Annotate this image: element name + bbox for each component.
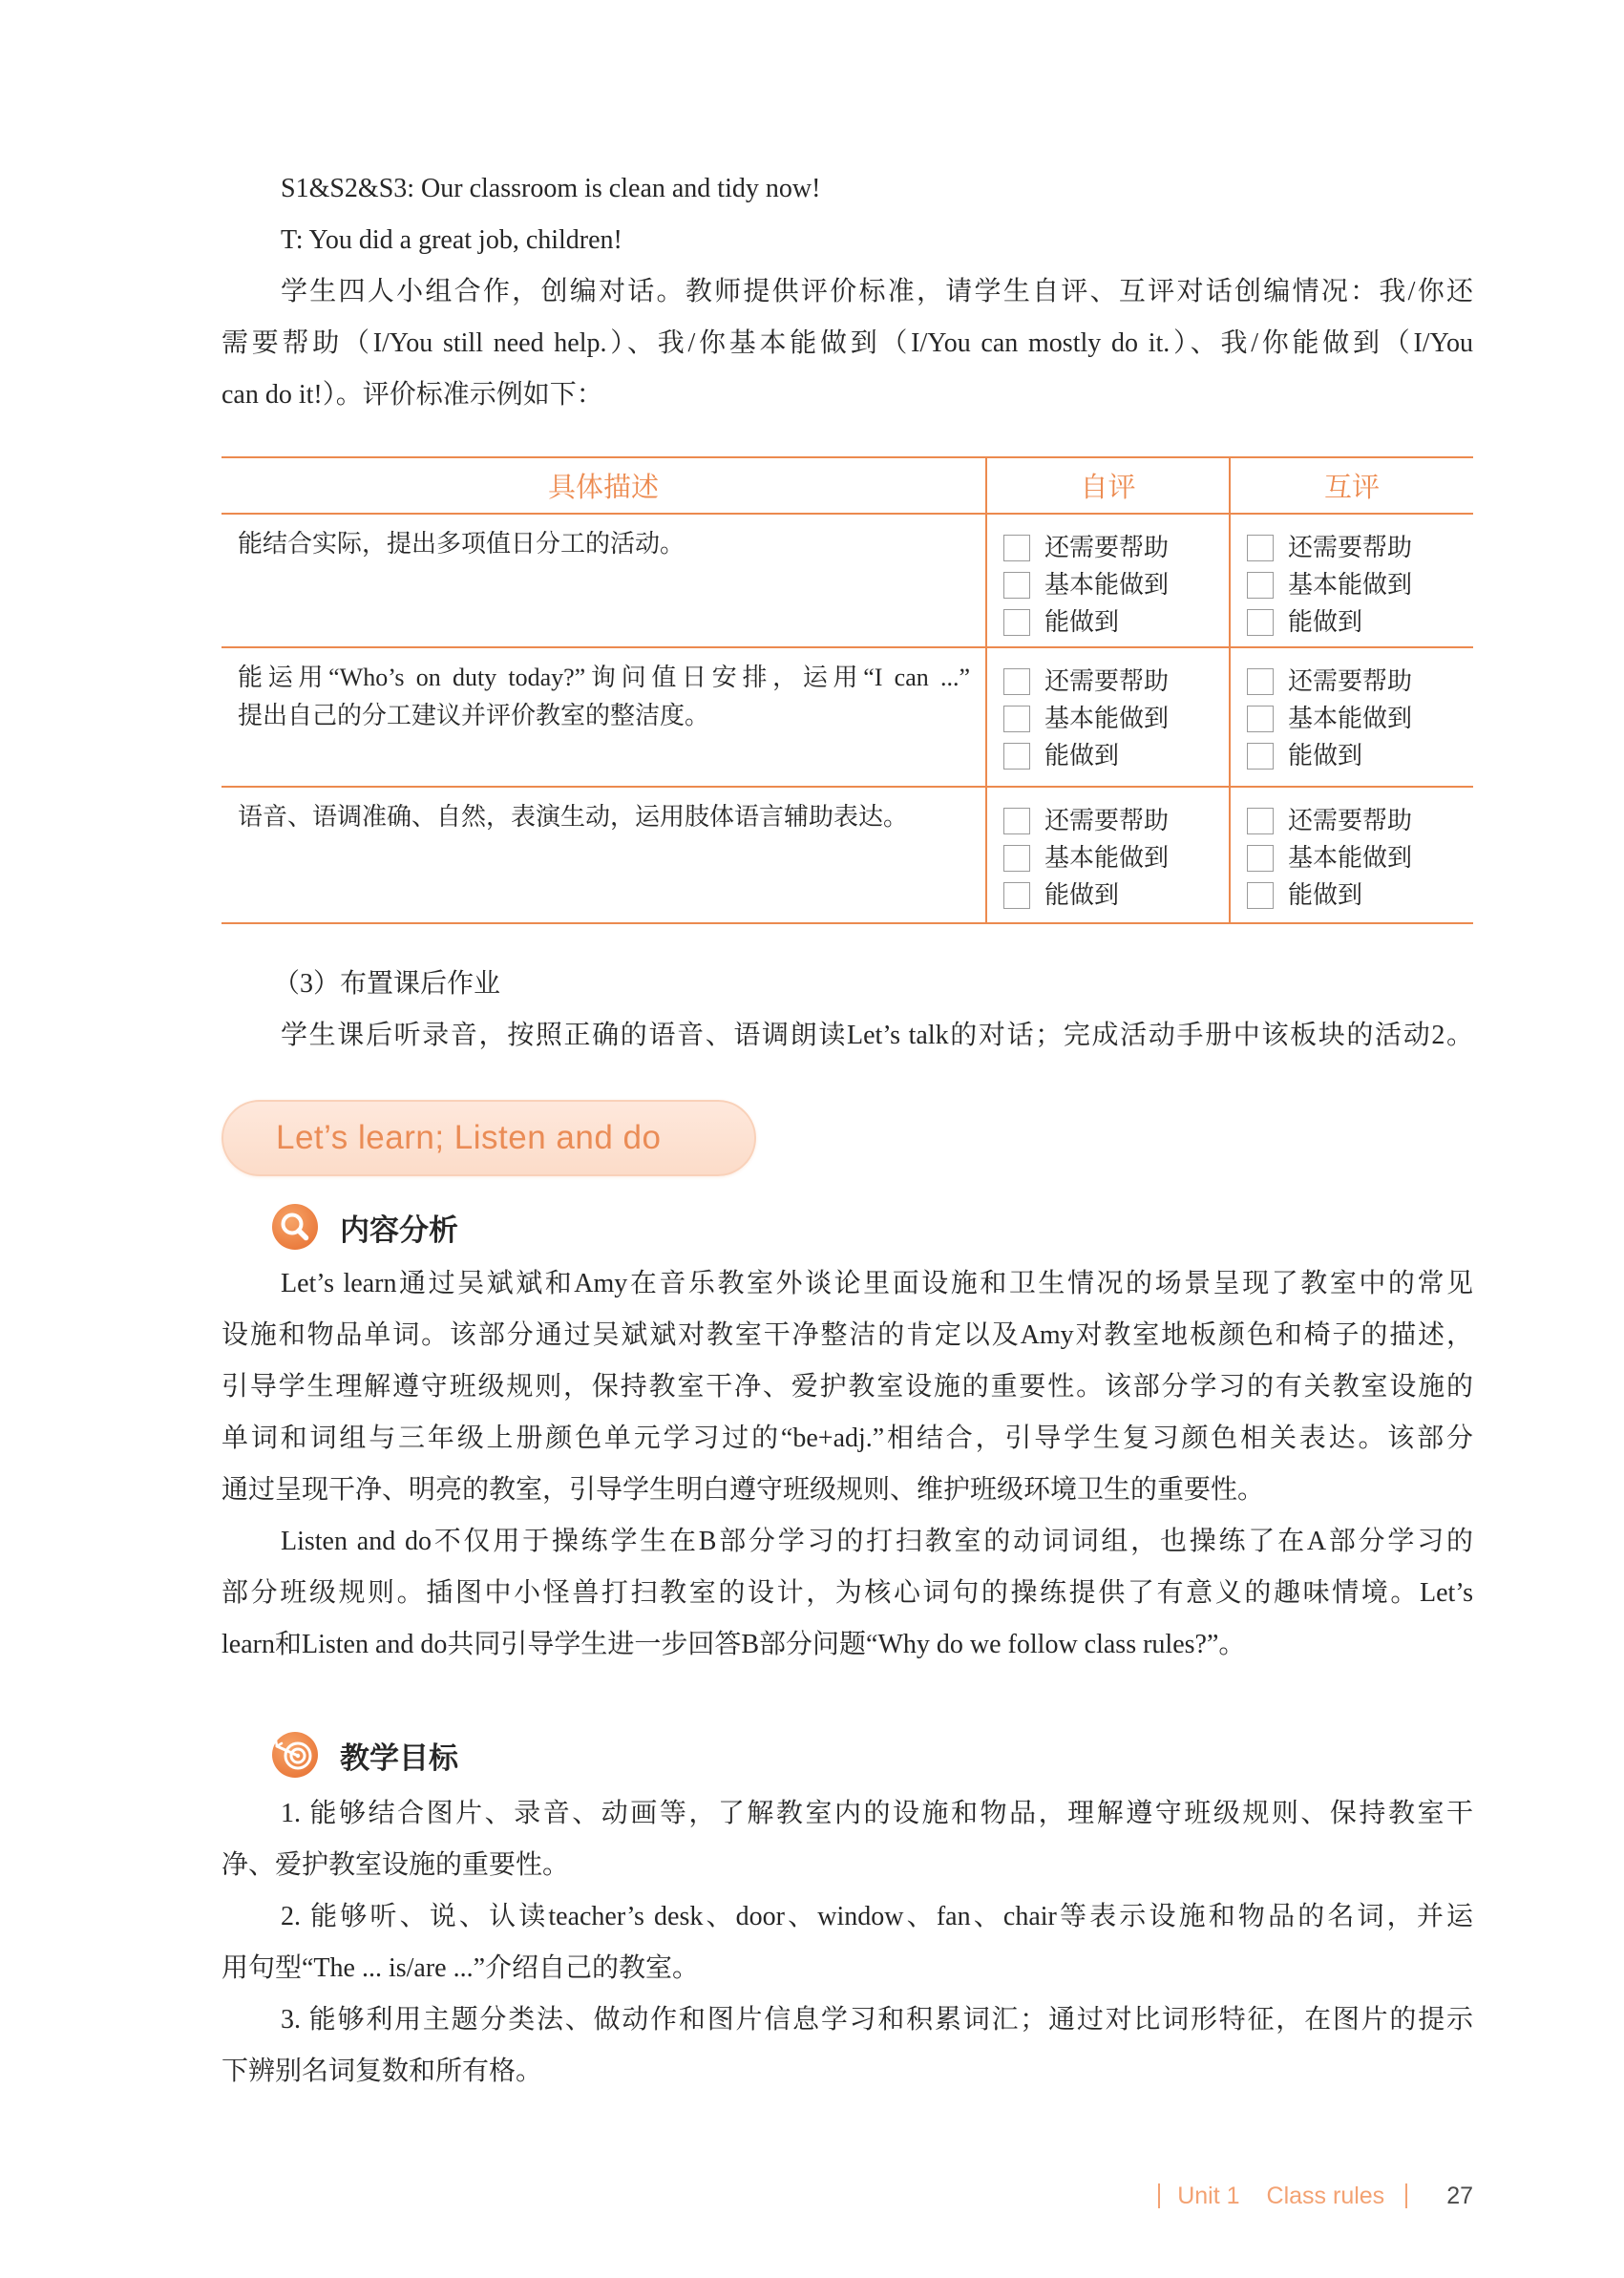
checkbox — [1003, 572, 1030, 599]
option-mostly-can — [1247, 700, 1473, 737]
checkbox — [1247, 572, 1274, 599]
header-self-evaluation: 自评 — [986, 457, 1230, 514]
option-need-help — [1247, 529, 1473, 566]
option-label: 能做到 — [1288, 881, 1363, 909]
checkbox — [1003, 808, 1030, 834]
self-evaluation-cell — [986, 647, 1230, 787]
header-peer-evaluation: 互评 — [1230, 457, 1473, 514]
criterion-text: 能运用“Who’s on duty today?”询问值日安排，运用“I can ...” — [238, 664, 970, 691]
checkbox — [1247, 743, 1274, 770]
option-need-help — [1003, 802, 1229, 839]
option-mostly-can — [1247, 839, 1473, 876]
option-can-do — [1247, 603, 1473, 641]
checkbox — [1247, 609, 1274, 636]
checkbox — [1003, 882, 1030, 909]
dialogue-line: T: You did a great job, children! — [281, 225, 622, 255]
dialogue-and-instructions — [221, 163, 1473, 421]
criterion-cell — [221, 787, 986, 923]
criterion-text: 提出自己的分工建议并评价教室的整洁度。 — [238, 702, 710, 729]
checkbox — [1247, 808, 1274, 834]
footer-unit-title: Class rules — [1266, 2182, 1385, 2209]
option-mostly-can — [1003, 700, 1229, 737]
paragraph-line: learn和Listen and do共同引导学生进一步回答B部分问题“Why do we follow class rules?”。 — [221, 1630, 1246, 1659]
option-label: 能做到 — [1044, 608, 1120, 636]
content-analysis-heading — [271, 1203, 458, 1251]
peer-evaluation-cell — [1230, 514, 1473, 647]
objective-line: 2. 能够听、说、认读teacher’s desk、door、window、fan、chair等表示设施和物品的名词，并运 — [281, 1902, 1473, 1931]
homework-text: 学生课后听录音，按照正确的语音、语调朗读Let’s talk的对话；完成活动手册中该板块的活动2。 — [281, 1021, 1473, 1050]
homework-section — [221, 959, 1473, 1062]
table-row — [221, 514, 1473, 647]
checkbox — [1003, 706, 1030, 732]
self-evaluation-cell — [986, 514, 1230, 647]
option-label: 还需要帮助 — [1044, 534, 1170, 561]
option-can-do — [1247, 876, 1473, 914]
objective-line: 下辨别名词复数和所有格。 — [221, 2057, 543, 2086]
instruction-line: 需要帮助（I/You still need help.）、我/你基本能做到（I/You can mostly do it.）、我/你能做到（I/You — [221, 328, 1473, 358]
content-analysis-title: 内容分析 — [340, 1213, 458, 1247]
option-can-do — [1003, 737, 1229, 774]
option-label: 还需要帮助 — [1288, 667, 1413, 695]
magnifier-icon — [271, 1203, 319, 1251]
table-row — [221, 647, 1473, 787]
option-label: 基本能做到 — [1288, 844, 1413, 872]
teaching-objectives-heading — [271, 1731, 458, 1779]
option-label: 基本能做到 — [1288, 571, 1413, 599]
criterion-text: 能结合实际，提出多项值日分工的活动。 — [238, 530, 685, 558]
footer-divider — [1158, 2183, 1160, 2208]
footer-unit: Unit 1 — [1177, 2182, 1240, 2209]
objective-line: 3. 能够利用主题分类法、做动作和图片信息学习和积累词汇；通过对比词形特征，在图片的提示 — [281, 2005, 1473, 2035]
option-mostly-can — [1003, 839, 1229, 876]
option-label: 还需要帮助 — [1288, 534, 1413, 561]
option-label: 基本能做到 — [1044, 571, 1170, 599]
teaching-objectives-list — [221, 1788, 1473, 2098]
target-icon — [271, 1731, 319, 1779]
option-can-do — [1003, 603, 1229, 641]
option-need-help — [1247, 802, 1473, 839]
option-need-help — [1003, 529, 1229, 566]
instruction-line: can do it!）。评价标准示例如下： — [221, 380, 603, 410]
checkbox — [1247, 882, 1274, 909]
checkbox — [1003, 609, 1030, 636]
option-label: 还需要帮助 — [1044, 667, 1170, 695]
option-need-help — [1247, 663, 1473, 700]
table-header-row — [221, 457, 1473, 514]
homework-heading: （3）布置课后作业 — [273, 969, 501, 999]
self-evaluation-cell — [986, 787, 1230, 923]
teaching-objectives-title: 教学目标 — [340, 1740, 458, 1775]
page-footer — [1050, 2179, 1473, 2213]
paragraph-line: 通过呈现干净、明亮的教室，引导学生明白遵守班级规则、维护班级环境卫生的重要性。 — [221, 1475, 1265, 1505]
checkbox — [1247, 535, 1274, 561]
peer-evaluation-cell — [1230, 647, 1473, 787]
header-description: 具体描述 — [221, 457, 986, 514]
objective-line: 净、爱护教室设施的重要性。 — [221, 1850, 570, 1880]
option-label: 能做到 — [1288, 742, 1363, 770]
option-label: 基本能做到 — [1044, 844, 1170, 872]
option-mostly-can — [1003, 566, 1229, 603]
option-label: 能做到 — [1044, 742, 1120, 770]
checkbox — [1003, 743, 1030, 770]
checkbox — [1003, 535, 1030, 561]
criterion-cell — [221, 647, 986, 787]
option-label: 能做到 — [1044, 881, 1120, 909]
footer-divider — [1405, 2183, 1407, 2208]
checkbox — [1247, 706, 1274, 732]
criterion-text: 语音、语调准确、自然，表演生动，运用肢体语言辅助表达。 — [238, 803, 909, 831]
checkbox — [1003, 845, 1030, 872]
option-label: 能做到 — [1288, 608, 1363, 636]
paragraph-line: 单词和词组与三年级上册颜色单元学习过的“be+adj.”相结合，引导学生复习颜色相关表达。该部分 — [221, 1424, 1473, 1453]
table-row — [221, 787, 1473, 923]
criterion-cell — [221, 514, 986, 647]
option-label: 基本能做到 — [1044, 705, 1170, 732]
paragraph-line: Let’s learn通过吴斌斌和Amy在音乐教室外谈论里面设施和卫生情况的场景呈现了教室中的常见 — [281, 1269, 1473, 1298]
option-can-do — [1247, 737, 1473, 774]
page-number: 27 — [1446, 2182, 1473, 2209]
paragraph-line: 设施和物品单词。该部分通过吴斌斌对教室干净整洁的肯定以及Amy对教室地板颜色和椅子的描述， — [221, 1320, 1473, 1350]
option-label: 基本能做到 — [1288, 705, 1413, 732]
option-can-do — [1003, 876, 1229, 914]
option-mostly-can — [1247, 566, 1473, 603]
evaluation-table — [221, 456, 1473, 924]
dialogue-line: S1&S2&S3: Our classroom is clean and tidy now! — [281, 174, 821, 203]
section-title: Let’s learn; Listen and do — [276, 1119, 662, 1156]
paragraph-line: Listen and do不仅用于操练学生在B部分学习的打扫教室的动词词组，也操练了在A部分学习的 — [281, 1527, 1473, 1556]
paragraph-line: 部分班级规则。插图中小怪兽打扫教室的设计，为核心词句的操练提供了有意义的趣味情境。Let’s — [221, 1578, 1473, 1608]
peer-evaluation-cell — [1230, 787, 1473, 923]
section-title-pill — [221, 1100, 756, 1176]
checkbox — [1247, 668, 1274, 695]
option-label: 还需要帮助 — [1044, 807, 1170, 834]
checkbox — [1003, 668, 1030, 695]
option-need-help — [1003, 663, 1229, 700]
content-analysis-text — [221, 1258, 1473, 1671]
checkbox — [1247, 845, 1274, 872]
objective-line: 用句型“The ... is/are ...”介绍自己的教室。 — [221, 1953, 700, 1983]
instruction-line: 学生四人小组合作，创编对话。教师提供评价标准，请学生自评、互评对话创编情况：我/你还 — [281, 277, 1473, 306]
objective-line: 1. 能够结合图片、录音、动画等，了解教室内的设施和物品，理解遵守班级规则、保持教室干 — [281, 1799, 1473, 1828]
paragraph-line: 引导学生理解遵守班级规则，保持教室干净、爱护教室设施的重要性。该部分学习的有关教室设施的 — [221, 1372, 1473, 1402]
option-label: 还需要帮助 — [1288, 807, 1413, 834]
